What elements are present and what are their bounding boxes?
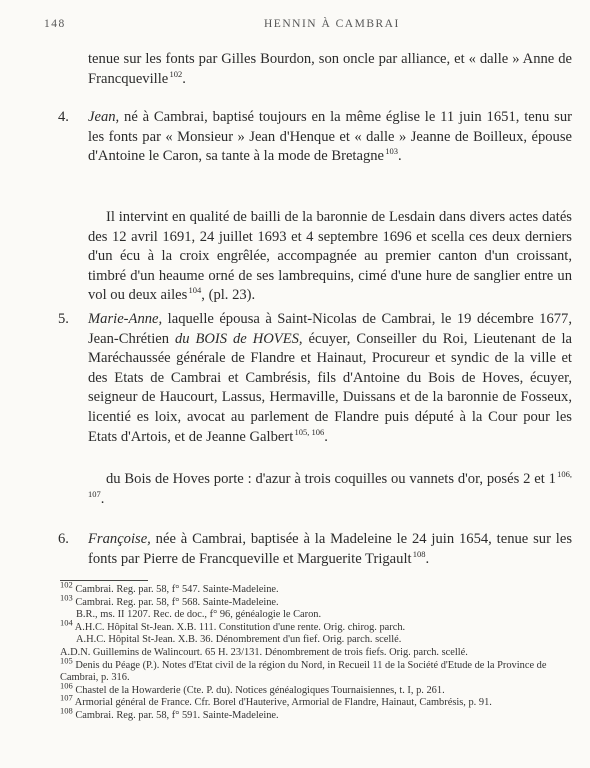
entry-jean: 4. Jean, né à Cambrai, baptisé toujours en la même église le 11 juin 1651, tenu sur les fonts par « Monsieur » Jean d'Henque et « dalle » Jeanne de Boilleux, épouse d'Antoine le Caron, sa tante à la mode de Bretagne $^{103}$. <box>58 109 572 165</box>
footnote-number: 106 <box>60 680 73 691</box>
entry-number: 4. <box>58 109 69 125</box>
footnote-ref: 106, 107 <box>88 469 572 499</box>
footnote-line: A.H.C. Hôpital St-Jean. X.B. 111. Constitution d'une rente. Orig. chirog. parch. <box>74 621 406 633</box>
paragraph-bailli <box>88 208 572 306</box>
entry-du: du <box>174 330 190 347</box>
entry-francoise: 6. Françoise, née à Cambrai, baptisée à la Madeleine le 24 juin 1654, tenue sur les fonts par Pierre de Francqueville et Marguerite Trigault $^{108}$. <box>58 531 572 567</box>
footnotes <box>60 579 580 723</box>
footnote <box>60 655 580 685</box>
footnote-subline <box>60 634 580 647</box>
footnote-subline <box>60 609 580 622</box>
footnote-rule <box>60 580 148 581</box>
entry-text: né à Cambrai, baptisé toujours en la même église le 11 juin 1651, tenu sur les fonts par « Monsieur » Jean d'Henque et « dalle » Jeanne de Boilleux, épouse d'Antoine le Caron, sa tante à la mode de Bretagne <box>88 109 572 165</box>
footnote <box>60 617 580 635</box>
paragraph-continuation: tenue sur les fonts par Gilles Bourdon, son oncle par alliance, et « dalle » Anne de Francqueville $^{102}$. <box>88 51 572 87</box>
footnote-line: Chastel de la Howarderie (Cte. P. du). Notices généalogiques Tournaisiennes, t. I, p. 261. <box>75 684 445 696</box>
footnote-ref: 102 <box>169 68 183 79</box>
footnote-number: 108 <box>60 705 73 716</box>
footnote-number: 105 <box>60 655 73 666</box>
footnote-line: A.H.C. Hôpital St-Jean. X.B. 36. Dénombrement d'un fief. Orig. parch. scellé. <box>76 634 402 646</box>
bailli-text: Il intervint en qualité de bailli de la baronnie de Lesdain dans divers actes datés des 12 avril 1691, 24 juillet 1693 et 4 septembre 1696 et scella ces deux derniers d'un écu à la croix engrêlée, accompagnée au premier canton d'un croissant, timbré d'un heaume orné de ses lambrequins, cimé d'une hure de sanglier entre un vol ou deux ailes <box>88 209 572 304</box>
footnote-line: Denis du Péage (P.). Notes d'Etat civil de la région du Nord, in Recueil 11 de la Société d'Etude de la Province de Cambrai, p. 316. <box>60 659 547 684</box>
footnote-number: 102 <box>60 579 73 590</box>
footnote <box>60 692 580 710</box>
footnote-line: Cambrai. Reg. par. 58, f° 568. Sainte-Madeleine. <box>75 596 279 608</box>
continuation-text: tenue sur les fonts par Gilles Bourdon, son oncle par alliance, et « dalle » Anne de Francqueville <box>88 51 572 87</box>
footnote-number: 103 <box>60 592 73 603</box>
footnote-ref: 103 <box>385 146 398 157</box>
entry-text-b: écuyer, Conseiller du Roi, Lieutenant de la Maréchaussée générale de Flandre et Hainaut, Procureur et syndic de la ville et des Etats de Cambrai et Cambrésis, fils d'Antoine du Bois de Hoves, écuyer, seigneur de Haucourt, Lassus, Hermaville, Duissans et de la baronnie de Fosseux, licentié es loix, avocat au parlement de Flandre puis député à la Cour pour les Etats d'Artois, et de Jeanne Galbert <box>88 330 572 445</box>
footnote-number: 107 <box>60 692 73 703</box>
entry-text: née à Cambrai, baptisée à la Madeleine le 24 juin 1654, tenue sur les fonts par Pierre de Francqueville et Marguerite Trigault <box>88 531 572 567</box>
footnote-line: Armorial général de France. Cfr. Borel d'Hauterive, Armorial de Flandre, Hainaut, Cambrésis, p. 91. <box>74 697 492 709</box>
footnote <box>60 592 580 610</box>
bailli-tail: , (pl. 23). <box>201 287 256 304</box>
entry-surname: BOIS de HOVES, <box>189 330 303 347</box>
entry-name: Jean, <box>88 109 120 125</box>
page-number: 148 <box>44 18 66 30</box>
page-header <box>44 18 570 36</box>
footnote-subline <box>60 647 580 660</box>
footnote-line: Cambrai. Reg. par. 58, f° 547. Sainte-Madeleine. <box>75 584 279 595</box>
footnote <box>60 705 580 723</box>
footnote <box>60 680 580 698</box>
entry-name: Marie-Anne, <box>88 311 163 327</box>
footnote <box>60 579 580 597</box>
footnote-ref: 105, 106 <box>294 426 325 437</box>
entry-number: 6. <box>58 531 69 547</box>
footnote-line: Cambrai. Reg. par. 58, f° 591. Sainte-Madeleine. <box>75 709 279 721</box>
entry-number: 5. <box>58 311 69 327</box>
footnote-line: A.D.N. Guillemins de Walincourt. 65 H. 23/131. Dénombrement de trois fiefs. Orig. parch. scellé. <box>60 646 468 658</box>
footnote-line: B.R., ms. II 1207. Rec. de doc., f° 96, généalogie le Caron. <box>76 609 322 621</box>
entry-marie-anne: 5. Marie-Anne, laquelle épousa à Saint-Nicolas de Cambrai, le 19 décembre 1677, Jean-Chrétien du BOIS de HOVES, écuyer, Conseiller du Roi, Lieutenant de la Maréchaussée générale de Flandre et Hainaut, Procureur et syndic de la ville et des Etats de Cambrai et Cambrésis, fils d'Antoine du Bois de Hoves, écuyer, seigneur de Haucourt, Lassus, Hermaville, Duissans et de la baronnie de Fosseux, licentié es loix, avocat au parlement de Flandre puis député à la Cour pour les Etats d'Artois, et de Jeanne Galbert $^{105, 106}$. <box>58 311 572 445</box>
arms-text: du Bois de Hoves porte : d'azur à trois coquilles ou vannets d'or, posés 2 et 1 <box>106 471 556 487</box>
footnote-number: 104 <box>60 617 73 628</box>
footnote-ref: 108 <box>412 548 426 559</box>
entry-text: laquelle épousa à Saint-Nicolas de Cambrai, le 19 décembre 1677, Jean-Chrétien <box>88 311 572 347</box>
running-title: HENNIN À CAMBRAI <box>264 18 400 30</box>
entry-name: Françoise, <box>88 531 151 547</box>
paragraph-arms: du Bois de Hoves porte : d'azur à trois coquilles ou vannets d'or, posés 2 et 1 $^{106, 107}$. <box>88 469 572 507</box>
footnote-ref: 104 <box>188 285 202 296</box>
